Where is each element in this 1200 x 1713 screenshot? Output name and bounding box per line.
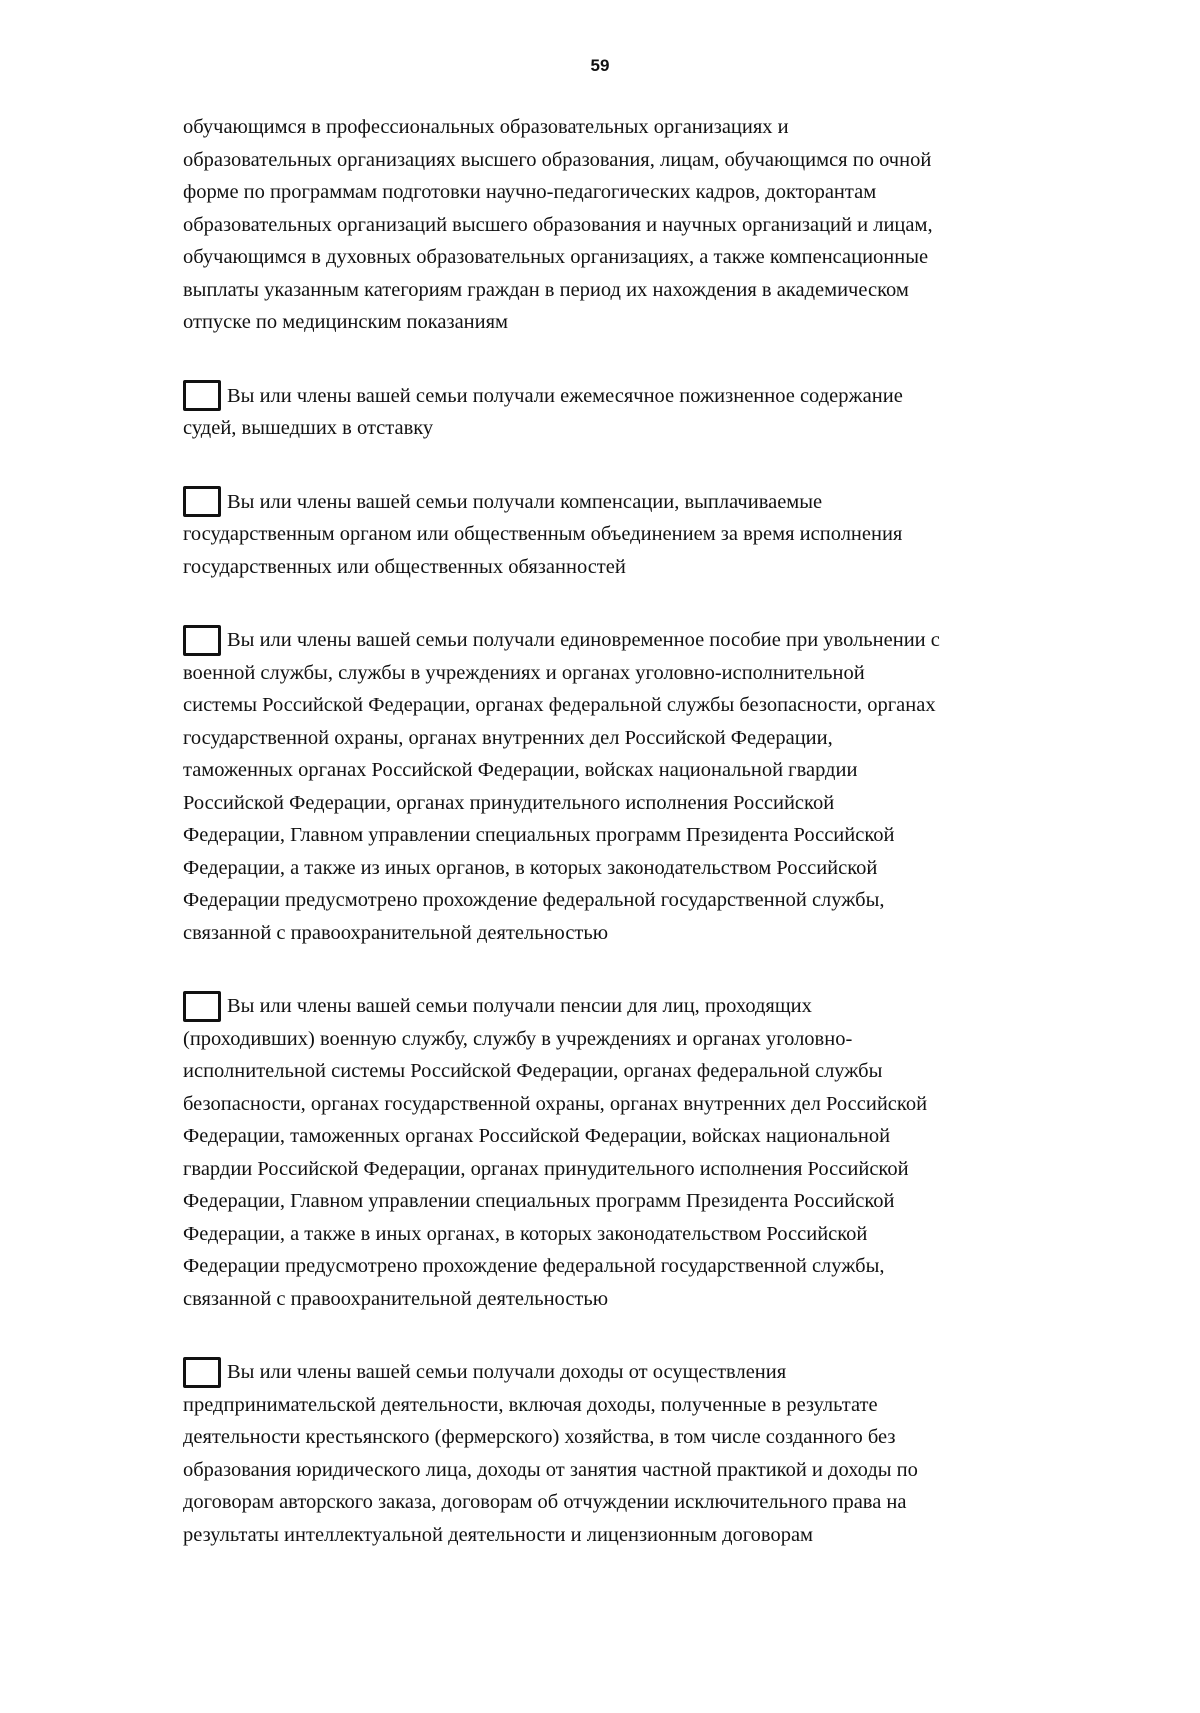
checkbox-business-income[interactable] bbox=[183, 1357, 221, 1388]
question-line: предпринимательской деятельности, включая доходы, полученные в результате bbox=[183, 1393, 878, 1416]
question-line: Российской Федерации, органах принудительного исполнения Российской bbox=[183, 791, 835, 814]
question-line: исполнительной системы Российской Федерации, органах федеральной службы bbox=[183, 1060, 883, 1082]
question-first-line bbox=[183, 380, 1065, 413]
question-line: гвардии Российской Федерации, органах принудительного исполнения Российской bbox=[183, 1157, 909, 1180]
question-compensation bbox=[183, 486, 1065, 584]
question-text: Вы или члены вашей семьи получали ежемесячное пожизненное содержание bbox=[227, 384, 903, 407]
question-first-line bbox=[183, 990, 1065, 1023]
question-line: таможенных органах Российской Федерации, войсках национальной гвардии bbox=[183, 759, 858, 781]
question-line: Федерации, а также в иных органах, в которых законодательством Российской bbox=[183, 1222, 868, 1245]
question-line: Федерации предусмотрено прохождение федеральной государственной службы, bbox=[183, 889, 885, 911]
question-line: результаты интеллектуальной деятельности и лицензионным договорам bbox=[183, 1523, 814, 1546]
question-severance bbox=[183, 624, 1065, 949]
checkbox-pension[interactable] bbox=[183, 991, 221, 1022]
page-content bbox=[183, 111, 1065, 1592]
question-line: связанной с правоохранительной деятельностью bbox=[183, 1287, 609, 1310]
question-line: государственной охраны, органах внутренних дел Российской Федерации, bbox=[183, 726, 833, 749]
question-line: судей, вышедших в отставку bbox=[183, 417, 434, 439]
question-line: государственных или общественных обязанностей bbox=[183, 555, 626, 578]
intro-line: образовательных организаций высшего образования и научных организаций и лицам, bbox=[183, 213, 933, 236]
question-line: Федерации, Главном управлении специальных программ Президента Российской bbox=[183, 1190, 895, 1212]
question-line: Федерации, таможенных органах Российской Федерации, войсках национальной bbox=[183, 1125, 891, 1147]
question-line: безопасности, органах государственной охраны, органах внутренних дел Российской bbox=[183, 1092, 928, 1115]
question-judges-allowance bbox=[183, 380, 1065, 445]
page-number: 59 bbox=[590, 56, 610, 75]
question-line: государственным органом или общественным объединением за время исполнения bbox=[183, 523, 903, 545]
intro-line: обучающимся в профессиональных образовательных организациях и bbox=[183, 116, 789, 138]
question-line: (проходивших) военную службу, службу в учреждениях и органах уголовно- bbox=[183, 1027, 853, 1050]
question-pension bbox=[183, 990, 1065, 1315]
question-text: Вы или члены вашей семьи получали компенсации, выплачиваемые bbox=[227, 490, 823, 513]
question-line: Федерации, а также из иных органов, в которых законодательством Российской bbox=[183, 856, 878, 879]
question-first-line bbox=[183, 1356, 1065, 1389]
checkbox-severance[interactable] bbox=[183, 625, 221, 656]
question-line: образования юридического лица, доходы от занятия частной практикой и доходы по bbox=[183, 1458, 918, 1481]
question-text: Вы или члены вашей семьи получали доходы от осуществления bbox=[227, 1361, 787, 1383]
intro-line: обучающимся в духовных образовательных организациях, а также компенсационные bbox=[183, 246, 929, 268]
question-line: Федерации предусмотрено прохождение федеральной государственной службы, bbox=[183, 1255, 885, 1277]
question-line: договорам авторского заказа, договорам об отчуждении исключительного права на bbox=[183, 1491, 907, 1513]
question-line: Федерации, Главном управлении специальных программ Президента Российской bbox=[183, 824, 895, 846]
question-line: военной службы, службы в учреждениях и органах уголовно-исполнительной bbox=[183, 661, 865, 684]
question-first-line bbox=[183, 624, 1065, 657]
question-line: связанной с правоохранительной деятельностью bbox=[183, 921, 609, 944]
question-business-income bbox=[183, 1356, 1065, 1551]
question-line: деятельности крестьянского (фермерского) хозяйства, в том числе созданного без bbox=[183, 1426, 896, 1448]
checkbox-judges-allowance[interactable] bbox=[183, 380, 221, 411]
question-text: Вы или члены вашей семьи получали единовременное пособие при увольнении с bbox=[227, 629, 940, 651]
question-text: Вы или члены вашей семьи получали пенсии для лиц, проходящих bbox=[227, 995, 812, 1017]
intro-line: форме по программам подготовки научно-педагогических кадров, докторантам bbox=[183, 181, 877, 203]
intro-paragraph bbox=[183, 111, 1065, 339]
question-line: системы Российской Федерации, органах федеральной службы безопасности, органах bbox=[183, 694, 936, 716]
intro-line: выплаты указанным категориям граждан в период их нахождения в академическом bbox=[183, 278, 909, 301]
intro-line: отпуске по медицинским показаниям bbox=[183, 311, 509, 333]
intro-line: образовательных организациях высшего образования, лицам, обучающимся по очной bbox=[183, 148, 932, 171]
checkbox-compensation[interactable] bbox=[183, 486, 221, 517]
question-first-line bbox=[183, 486, 1065, 519]
